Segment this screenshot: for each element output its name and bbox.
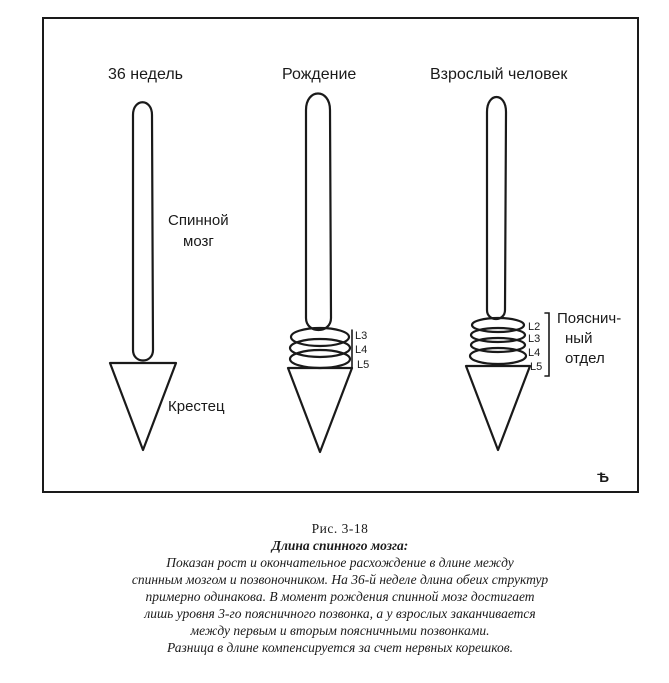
vertebra-birth-2 xyxy=(290,339,350,357)
caption-line-3: примерно одинакова. В момент рождения спинной мозг достигает xyxy=(145,589,535,604)
spinal-cord-adult xyxy=(487,97,506,319)
vertebra-label-adult-1: L2 xyxy=(528,321,541,333)
artist-signature: Ѣ xyxy=(597,469,610,485)
vertebra-label-birth-3: L5 xyxy=(357,359,370,371)
spinal-cord-label-line1: Спинной xyxy=(168,212,229,229)
caption-line-4: лишь уровня 3-го поясничного позвонка, а у взрослых заканчивается xyxy=(144,606,536,621)
column-title-adult: Взрослый человек xyxy=(430,66,568,83)
specimen-birth xyxy=(288,94,352,453)
caption-line-1: Показан рост и окончательное расхождение в длине между xyxy=(166,555,514,570)
vertebra-label-birth-2: L4 xyxy=(355,344,368,356)
column-title-birth: Рождение xyxy=(282,66,357,83)
column-title-36-weeks: 36 недель xyxy=(108,66,183,83)
sacrum-birth xyxy=(288,368,352,452)
vertebra-label-birth-1: L3 xyxy=(355,330,368,342)
vertebra-label-adult-4: L5 xyxy=(530,361,543,373)
spinal-cord-36-weeks xyxy=(133,102,153,360)
lumbar-label-line2: ный xyxy=(565,330,593,347)
caption-line-5: между первым и вторым поясничными позвонками. xyxy=(190,623,490,638)
sacrum-label: Крестец xyxy=(168,398,225,415)
sacrum-adult xyxy=(466,366,530,450)
vertebra-label-adult-3: L4 xyxy=(528,347,541,359)
specimen-adult xyxy=(466,97,549,450)
caption-line-6: Разница в длине компенсируется за счет нервных корешков. xyxy=(167,640,513,655)
spinal-cord-birth xyxy=(306,94,331,331)
sacrum-36-weeks xyxy=(110,363,176,450)
lumbar-label-line3: отдел xyxy=(565,350,605,367)
caption-line-2: спинным мозгом и позвоночником. На 36-й неделе длина обеих структур xyxy=(131,572,549,587)
figure-title: Длина спинного мозга: xyxy=(271,538,409,553)
vertebra-label-adult-2: L3 xyxy=(528,333,541,345)
specimen-36-weeks xyxy=(110,102,176,450)
figure-caption xyxy=(60,520,620,656)
lumbar-label-line1: Пояснич- xyxy=(557,310,622,327)
spinal-cord-label-line2: мозг xyxy=(183,233,214,250)
lumbar-bracket xyxy=(545,313,549,376)
vertebra-birth-3 xyxy=(290,350,350,368)
vertebra-adult-4 xyxy=(470,348,526,364)
figure-number: Рис. 3-18 xyxy=(311,521,369,536)
